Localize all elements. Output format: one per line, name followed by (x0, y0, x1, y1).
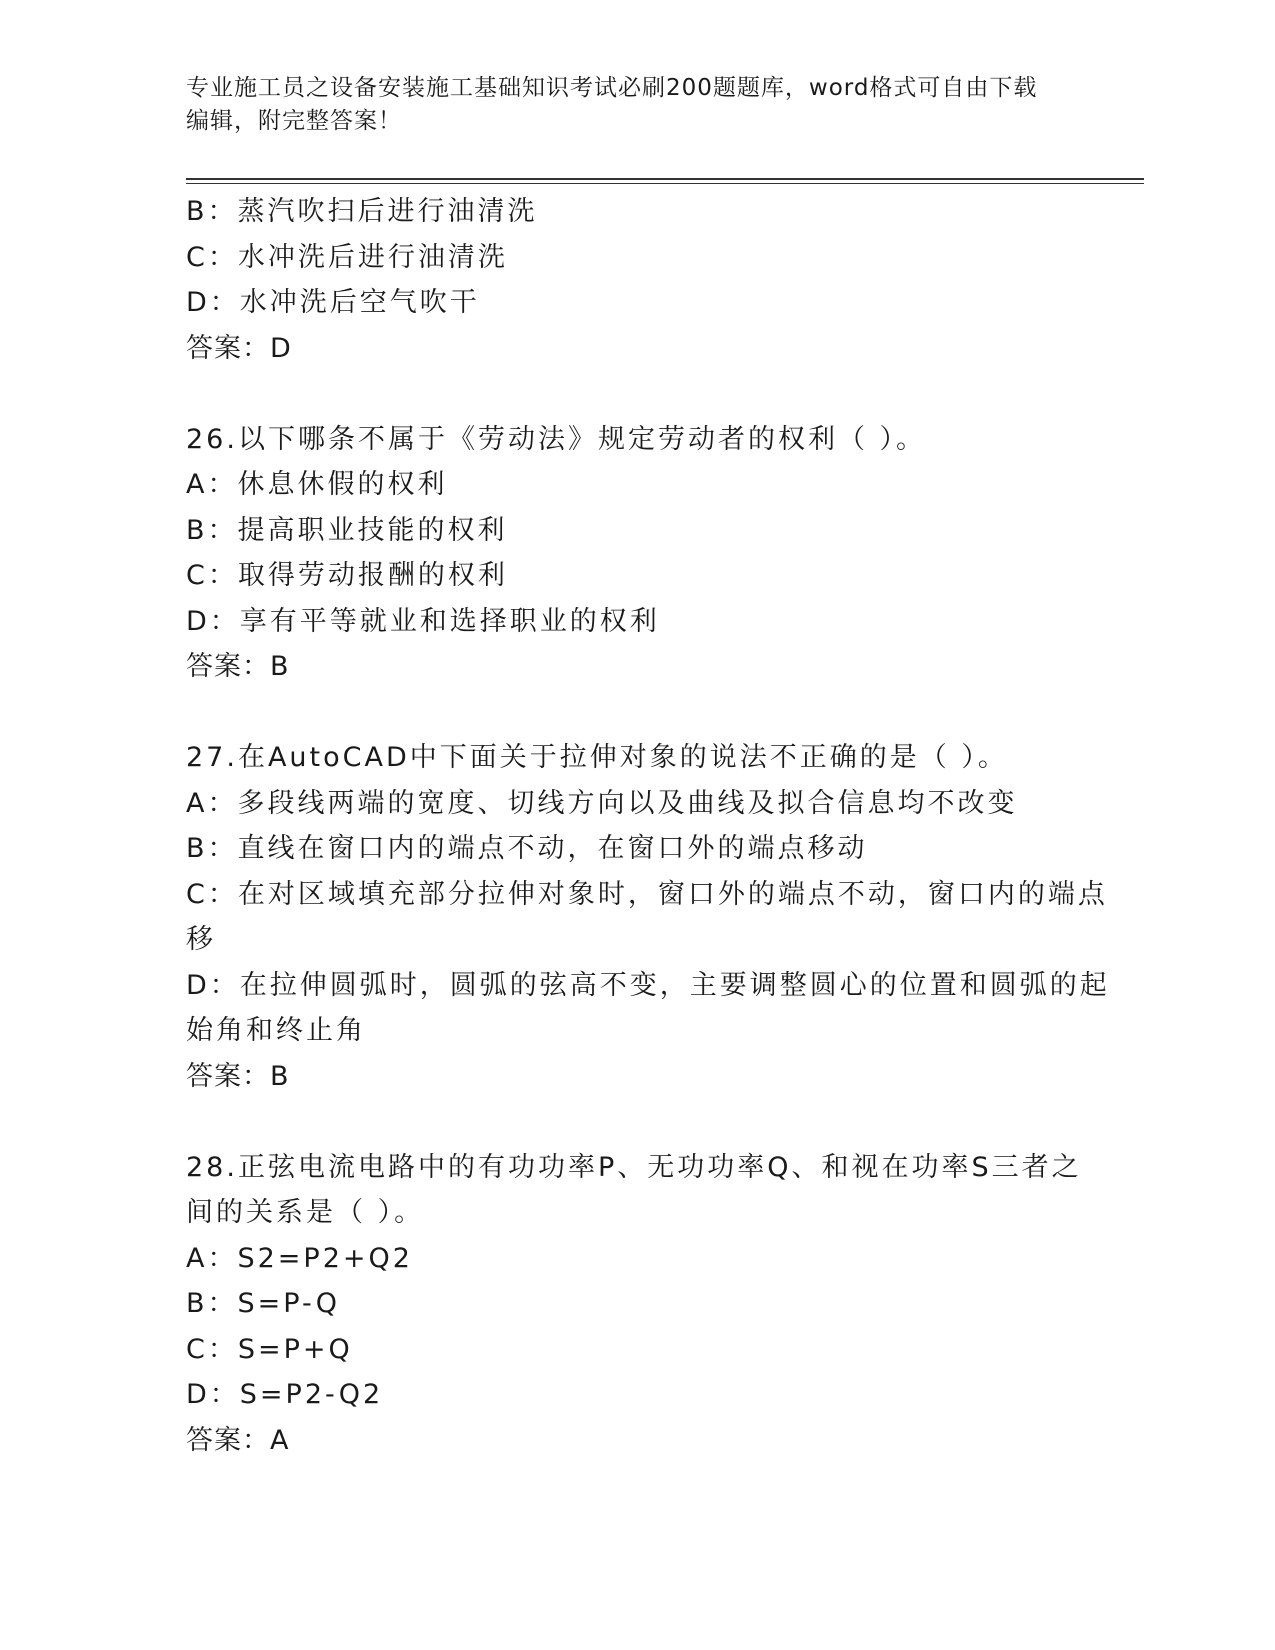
option-a: A：多段线两端的宽度、切线方向以及曲线及拟合信息均不改变 (186, 787, 1018, 819)
answer: 答案：B (186, 651, 290, 682)
option-d: D：水冲洗后空气吹干 (186, 287, 480, 318)
option-c-line-1: C：在对区域填充部分拉伸对象时，窗口外的端点不动，窗口内的端点 (186, 878, 1108, 910)
question-stem-line-2: 间的关系是（ ）。 (186, 1197, 425, 1228)
answer: 答案：A (186, 1424, 290, 1456)
option-a: A：休息休假的权利 (186, 469, 448, 500)
option-d: D：享有平等就业和选择职业的权利 (186, 605, 660, 637)
option-d: D：S=P2-Q2 (186, 1379, 384, 1410)
option-b: B：蒸汽吹扫后进行油清洗 (186, 196, 538, 227)
header-title-line-2: 编辑，附完整答案！ (186, 108, 402, 134)
spacer (186, 371, 1086, 417)
question-26 (186, 417, 1086, 690)
answer: 答案：D (186, 332, 292, 364)
option-a: A：S2=P2+Q2 (186, 1242, 413, 1274)
option-c: C：取得劳动报酬的权利 (186, 560, 508, 591)
spacer (186, 690, 1086, 736)
header-title-line-1: 专业施工员之设备安装施工基础知识考试必刷200题题库，word格式可自由下载 (186, 75, 1038, 101)
option-c: C：水冲洗后进行油清洗 (186, 241, 508, 273)
option-d-line-1: D：在拉伸圆弧时，圆弧的弦高不变，主要调整圆心的位置和圆弧的起 (186, 969, 1110, 1001)
question-list (186, 189, 1110, 1463)
question-stem: 26.以下哪条不属于《劳动法》规定劳动者的权利（ ）。 (186, 423, 927, 455)
option-c: C：S=P+Q (186, 1333, 353, 1365)
option-b: B：S=P-Q (186, 1288, 340, 1319)
header-divider-thick (186, 178, 1144, 180)
header-divider-thin (186, 183, 1144, 184)
question-stem: 27.在AutoCAD中下面关于拉伸对象的说法不正确的是（ ）。 (186, 742, 1008, 773)
option-b: B：直线在窗口内的端点不动，在窗口外的端点移动 (186, 833, 868, 864)
spacer (186, 1099, 1086, 1145)
option-d-line-2: 始角和终止角 (186, 1015, 366, 1046)
question-27 (186, 735, 1110, 1099)
document-header (186, 72, 1086, 138)
question-stem-line-1: 28.正弦电流电路中的有功功率P、无功功率Q、和视在功率S三者之 (186, 1151, 1082, 1183)
option-b: B：提高职业技能的权利 (186, 514, 508, 546)
option-c-line-2: 移 (186, 924, 216, 955)
answer: 答案：B (186, 1060, 290, 1092)
question-25-tail (186, 189, 1086, 371)
question-28 (186, 1145, 1086, 1464)
